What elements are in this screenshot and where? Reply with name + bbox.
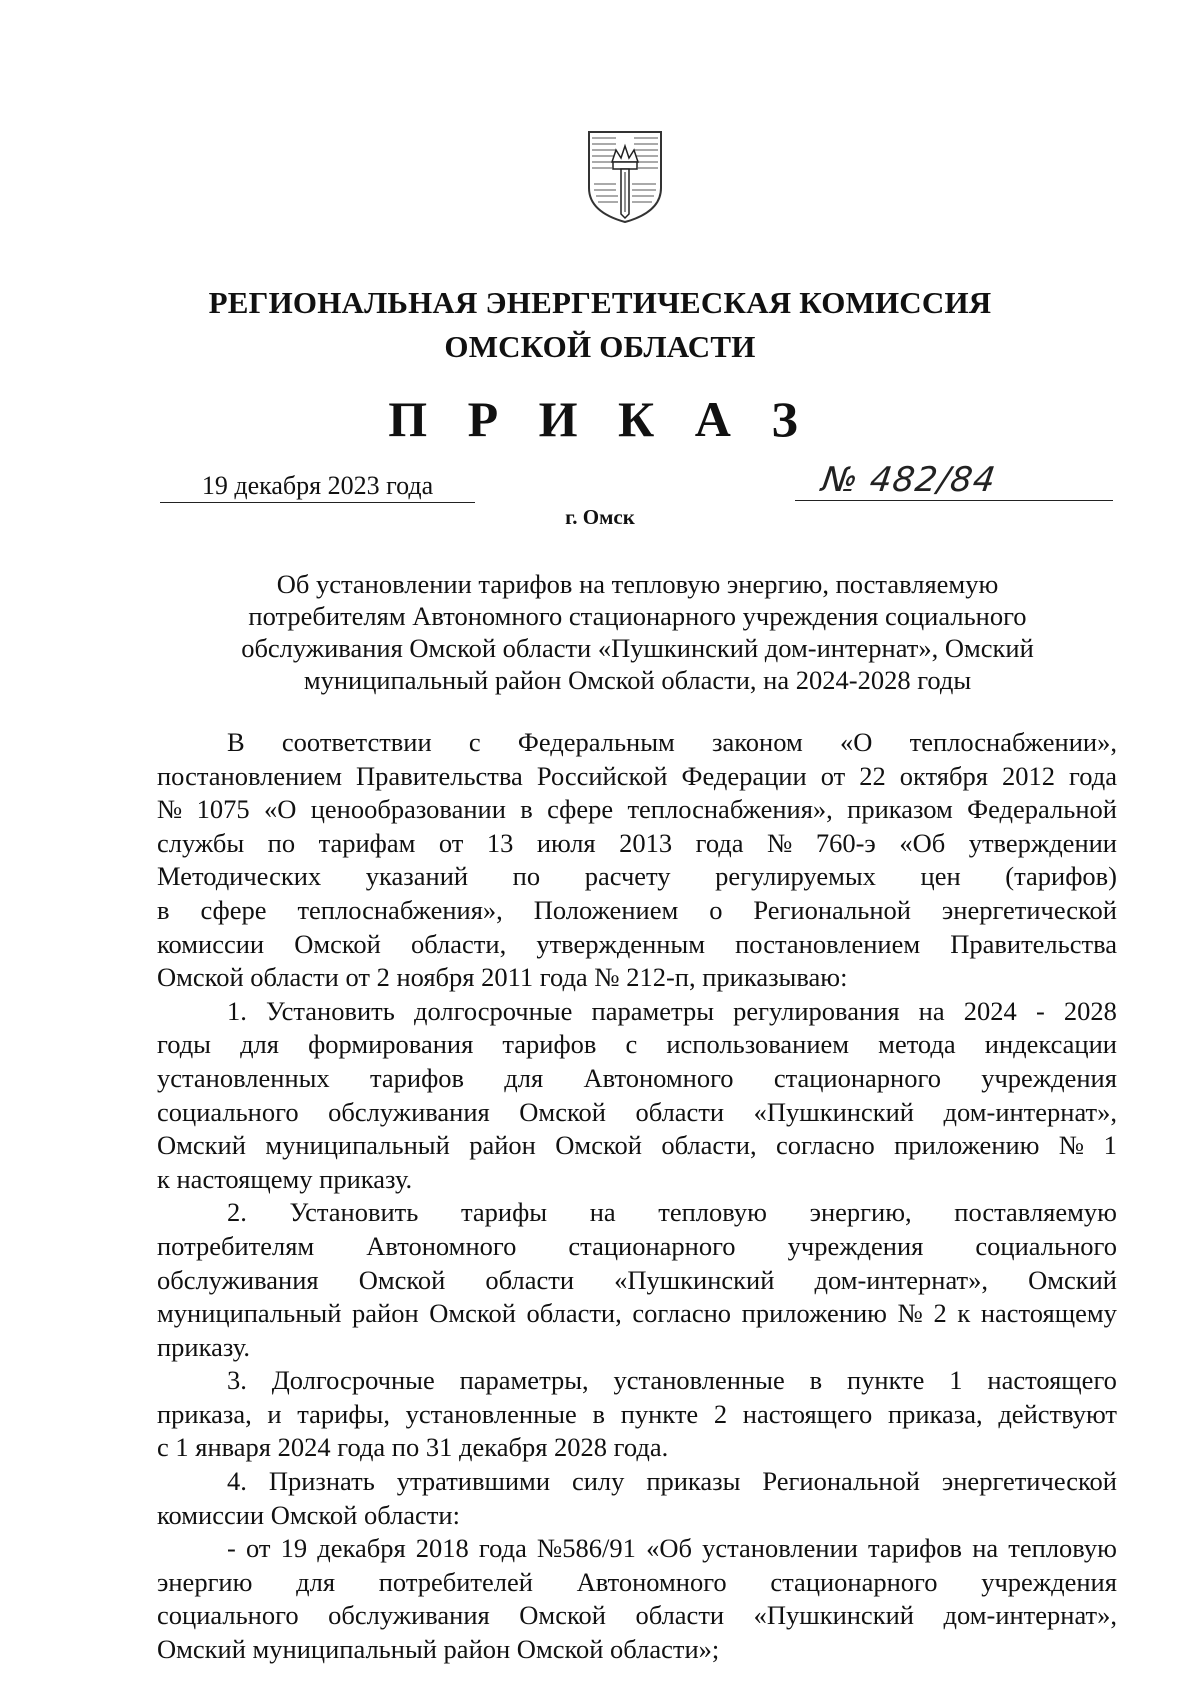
document-subject — [160, 568, 1115, 696]
body-line: № 1075 «О ценообразовании в сфере теплоснабжения», приказом Федеральной — [157, 794, 1117, 825]
subject-line: Об установлении тарифов на тепловую энергию, поставляемую — [276, 569, 999, 599]
body-line: муниципальный район Омской области, согласно приложению № 2 к настоящему — [157, 1298, 1117, 1329]
body-line: Методических указаний по расчету регулируемых цен (тарифов) — [157, 861, 1117, 892]
body-line: 4. Признать утратившими силу приказы Региональной энергетической — [227, 1466, 1117, 1497]
body-line: в сфере теплоснабжения», Положением о Региональной энергетической — [157, 894, 1117, 925]
body-line: приказу. — [157, 1331, 250, 1362]
body-line: установленных тарифов для Автономного стационарного учреждения — [157, 1062, 1117, 1093]
body-line: Омской области от 2 ноября 2011 года № 212-п, приказываю: — [157, 962, 848, 993]
body-line: приказа, и тарифы, установленные в пункте 2 настоящего приказа, действуют — [157, 1398, 1117, 1429]
body-line: Омский муниципальный район Омской области, согласно приложению № 1 — [157, 1130, 1117, 1161]
subject-line: потребителям Автономного стационарного учреждения социального — [248, 601, 1027, 631]
body-line: социального обслуживания Омской области «Пушкинский дом-интернат», — [157, 1096, 1117, 1127]
body-line: энергию для потребителей Автономного стационарного учреждения — [157, 1566, 1117, 1597]
subject-line: обслуживания Омской области «Пушкинский дом-интернат», Омский — [241, 633, 1034, 663]
organization-name-line2: ОМСКОЙ ОБЛАСТИ — [444, 329, 756, 364]
document-type-title: П Р И К А З — [388, 391, 812, 447]
body-line: социального обслуживания Омской области «Пушкинский дом-интернат», — [157, 1600, 1117, 1631]
body-line: комиссии Омской области, утвержденным постановлением Правительства — [157, 928, 1117, 959]
body-line: годы для формирования тарифов с использованием метода индексации — [157, 1029, 1117, 1060]
body-line: потребителям Автономного стационарного учреждения социального — [157, 1230, 1117, 1261]
body-line: 3. Долгосрочные параметры, установленные в пункте 1 настоящего — [227, 1365, 1117, 1396]
subject-line: муниципальный район Омской области, на 2024-2028 годы — [303, 665, 972, 695]
document-date: 19 декабря 2023 года — [160, 470, 475, 503]
document-body — [157, 726, 1117, 1667]
document-number-handwritten: № 482/84 — [819, 460, 999, 500]
body-line: постановлением Правительства Российской Федерации от 22 октября 2012 года — [157, 760, 1117, 791]
document-city: г. Омск — [565, 505, 635, 529]
body-line: - от 19 декабря 2018 года №586/91 «Об установлении тарифов на тепловую — [227, 1533, 1117, 1564]
number-underline — [795, 500, 1113, 501]
body-line: обслуживания Омской области «Пушкинский дом-интернат», Омский — [157, 1264, 1117, 1295]
organization-name-line1: РЕГИОНАЛЬНАЯ ЭНЕРГЕТИЧЕСКАЯ КОМИССИЯ — [208, 285, 992, 320]
body-line: 1. Установить долгосрочные параметры регулирования на 2024 - 2028 — [227, 995, 1117, 1026]
body-line: Омский муниципальный район Омской области»; — [157, 1634, 720, 1665]
coat-of-arms-icon — [586, 128, 664, 224]
body-line: к настоящему приказу. — [157, 1163, 413, 1194]
body-line: В соответствии с Федеральным законом «О теплоснабжении», — [227, 727, 1117, 757]
body-line: службы по тарифам от 13 июля 2013 года № 760-э «Об утверждении — [157, 827, 1117, 858]
body-line: 2. Установить тарифы на тепловую энергию, поставляемую — [227, 1197, 1117, 1228]
body-line: с 1 января 2024 года по 31 декабря 2028 года. — [157, 1432, 669, 1463]
body-line: комиссии Омской области: — [157, 1499, 460, 1530]
